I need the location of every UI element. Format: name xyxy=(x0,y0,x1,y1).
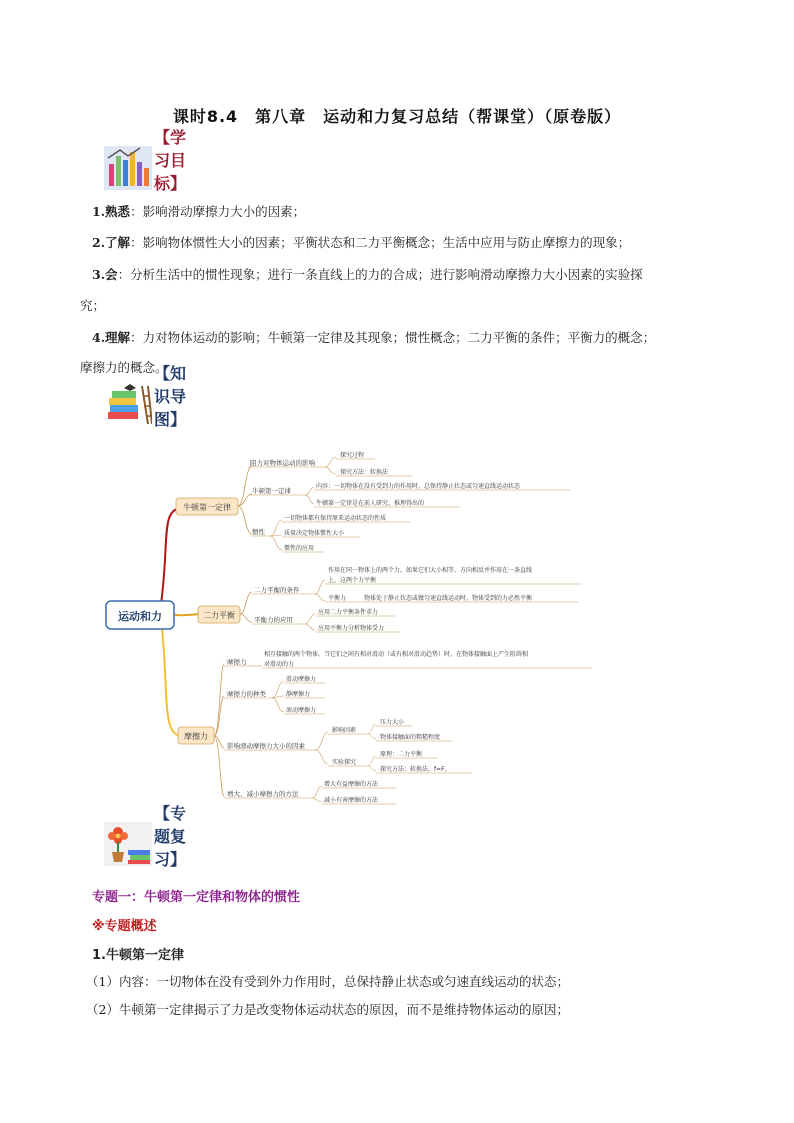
mm-b1: 牛顿第一定律 xyxy=(183,503,231,512)
law-line-2: （2）牛顿第一定律揭示了力是改变物体运动状态的原因，而不是维持物体运动的原因； xyxy=(86,1002,569,1017)
section-map-title: 【知识导图】 xyxy=(154,364,187,429)
mm-b3-s3-b1: 原理：二力平衡 xyxy=(380,751,423,758)
flower-pot-icon xyxy=(104,822,152,866)
mm-b2-s1-b-label: 平衡力 xyxy=(328,595,347,602)
overview-heading: ※专题概述 xyxy=(92,919,157,934)
book-stack-ladder-icon xyxy=(104,382,152,426)
mm-b2-s1-a2: 上，这两个力平衡 xyxy=(328,577,377,584)
mm-b3-s4-b: 减小有害摩擦的方法 xyxy=(324,797,379,804)
mm-b1-s1-b: 探究方法：转换法 xyxy=(340,469,389,476)
goal-3-cont: 究； xyxy=(80,298,106,313)
mm-b2-s2-a: 应用二力平衡条件求力 xyxy=(318,609,379,616)
mm-b3-s4-a: 增大有益摩擦的方法 xyxy=(324,781,379,788)
section-review-title: 【专题复习】 xyxy=(154,804,187,869)
mm-b3-s2: 摩擦力的种类 xyxy=(227,690,266,698)
mm-b3-s1: 摩擦力 xyxy=(227,658,247,666)
mm-b1-s2-b: 牛顿第一定律是在前人研究、推理得出的 xyxy=(316,500,425,507)
mm-b3-s3: 影响滑动摩擦力大小的因素 xyxy=(227,742,305,750)
mm-b3-s2-c: 滚动摩擦力 xyxy=(286,707,317,714)
mm-b3-s2-a: 滑动摩擦力 xyxy=(286,676,317,683)
mm-b3-s3-b: 实验探究 xyxy=(332,759,357,766)
mm-b3-s1-a2: 对滑动的力 xyxy=(264,661,295,668)
goal-3: 3.会：分析生活中的惯性现象；进行一条直线上的力的合成；进行影响滑动摩擦力大小因素的实验探 xyxy=(92,267,643,282)
mm-b3: 摩擦力 xyxy=(184,732,208,741)
mm-b3-s1-a1: 相互接触的两个物体，当它们之间有相对滑动（或有相对滑动趋势）时，在物体接触面上产生阻碍相 xyxy=(264,651,529,658)
goal-4: 4.理解：力对物体运动的影响；牛顿第一定律及其现象；惯性概念；二力平衡的条件；平衡力的概念； xyxy=(92,330,656,345)
section-goals-title: 【学习目标】 xyxy=(154,128,187,193)
mm-b3-s3-b2: 探究方法：转换法，f=F。 xyxy=(380,766,451,773)
mm-b3-s3-a1: 压力大小 xyxy=(380,719,405,726)
topic-1-title: 专题一：牛顿第一定律和物体的惯性 xyxy=(92,890,301,905)
mind-map xyxy=(100,446,610,812)
page-title: 课时8.4 第八章 运动和力复习总结（帮课堂）（原卷版） xyxy=(172,107,622,126)
mm-b1-s1-a: 探究过程 xyxy=(340,452,365,459)
goal-2: 2.了解：影响物体惯性大小的因素；平衡状态和二力平衡概念；生活中应用与防止摩擦力的现象； xyxy=(92,235,631,250)
books-chart-icon xyxy=(104,146,152,190)
mm-b3-s2-b: 静摩擦力 xyxy=(286,691,311,698)
mm-b1-s3-b: 质量决定物体惯性大小 xyxy=(284,530,345,537)
mm-b1-s3: 惯性 xyxy=(252,528,265,536)
law-line-1: （1）内容：一切物体在没有受到外力作用时，总保持静止状态或匀速直线运动的状态； xyxy=(86,974,569,989)
mm-b1-s1: 阻力对物体运动的影响 xyxy=(250,459,315,467)
mm-b2: 二力平衡 xyxy=(203,611,235,620)
mm-b3-s3-a2: 物体接触面的粗糙程度 xyxy=(380,734,441,741)
goal-1: 1.熟悉：影响滑动摩擦力大小的因素； xyxy=(92,204,306,219)
goal-4-cont: 摩擦力的概念。 xyxy=(80,360,168,375)
mm-b2-s1-a1: 作用在同一物体上的两个力，如果它们大小相等、方向相反并作用在一条直线 xyxy=(328,567,533,574)
mm-b1-s3-c: 惯性的应用 xyxy=(284,545,315,552)
mm-b3-s3-a: 影响因素 xyxy=(332,727,357,734)
mm-b1-s2: 牛顿第一定律 xyxy=(252,487,291,495)
mm-b1-s2-a: 内容：一切物体在没有受到力的作用时，总保持静止状态或匀速直线运动状态 xyxy=(316,483,521,490)
mm-b2-s1: 二力平衡的条件 xyxy=(254,586,300,594)
law-title: 1.牛顿第一定律 xyxy=(92,948,184,963)
mm-b3-s4: 增大、减小摩擦力的方法 xyxy=(227,790,299,798)
mm-root-label: 运动和力 xyxy=(118,610,162,623)
mm-b2-s2-b: 应用平衡力分析物体受力 xyxy=(318,625,385,632)
mm-b1-s3-a: 一切物体都有保持原来运动状态的性质 xyxy=(284,515,387,522)
mm-b2-s1-b: 物体处于静止状态或做匀速直线运动时，物体受到的力必然平衡 xyxy=(364,595,533,602)
mm-b2-s2: 平衡力的应用 xyxy=(254,616,293,624)
